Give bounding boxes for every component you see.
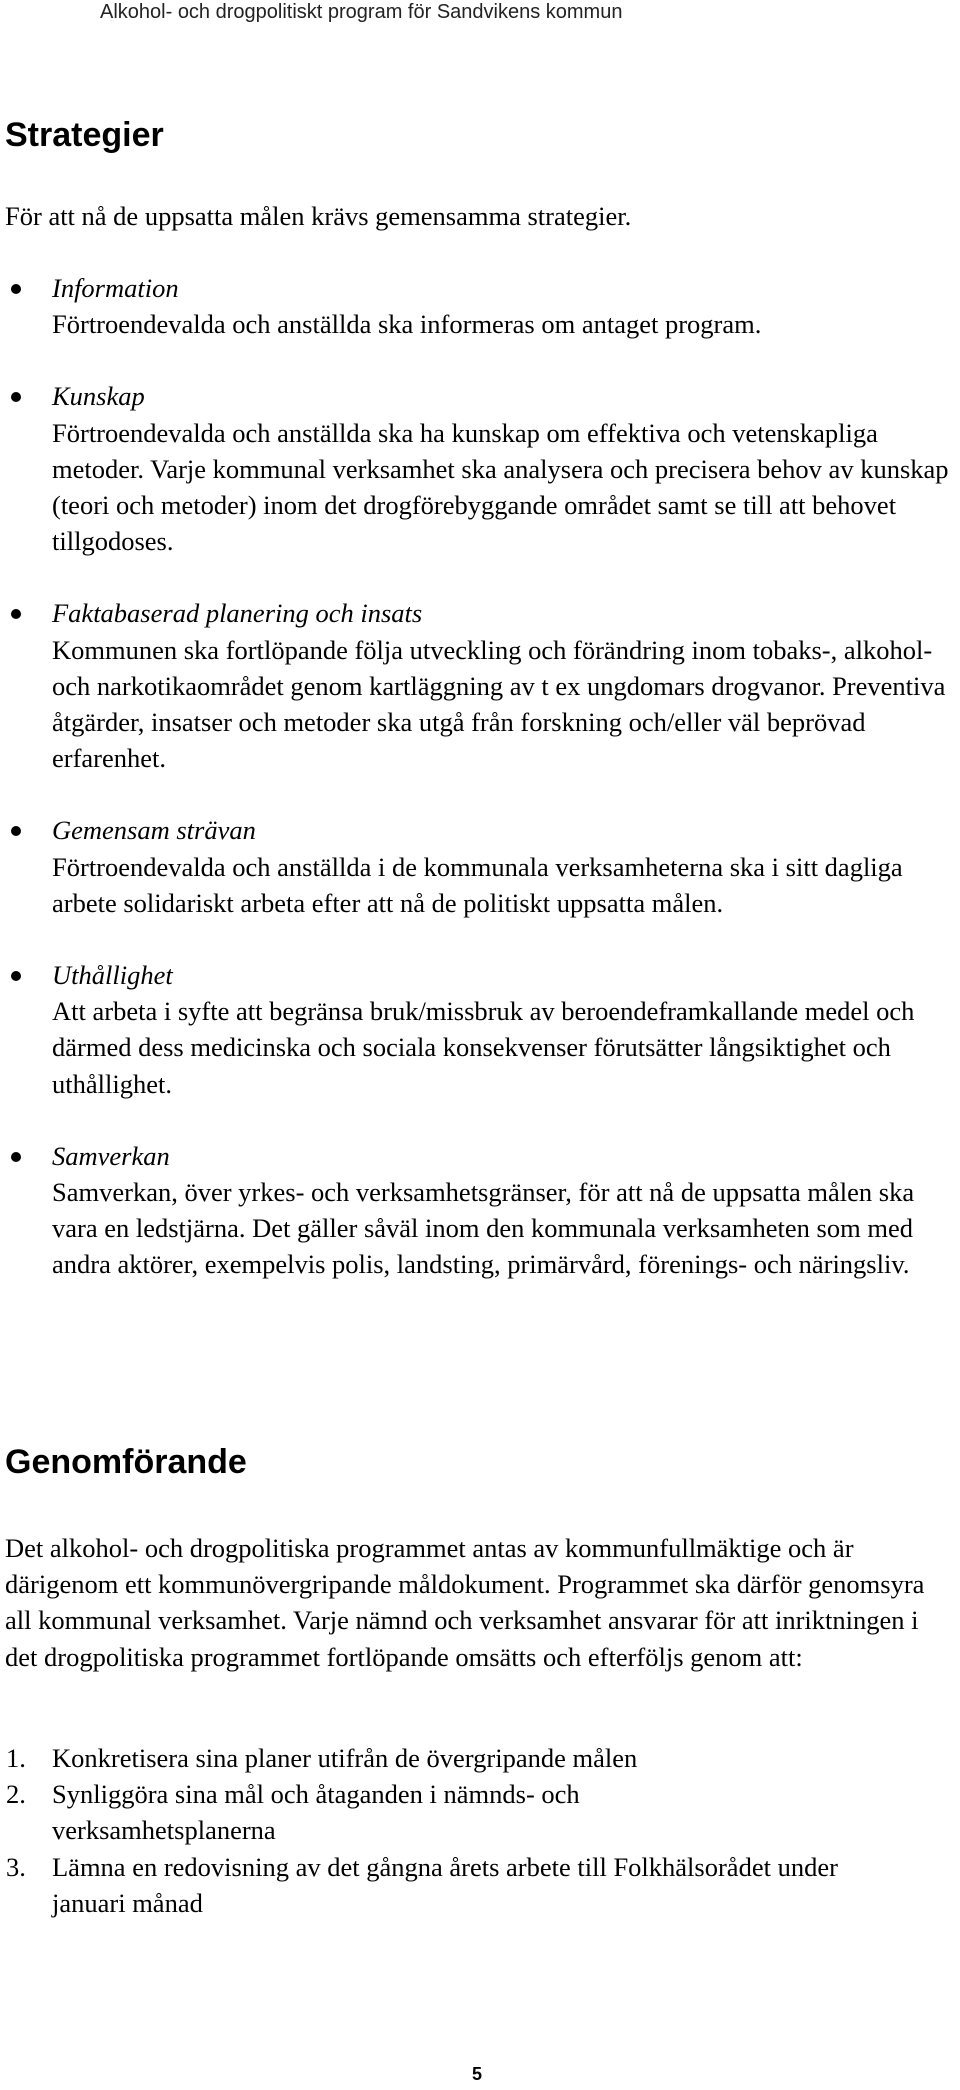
numbered-item [0, 1776, 960, 1848]
item-text: Konkretisera sina planer utifrån de övergripande målen [52, 1743, 638, 1773]
page-number: 5 [472, 2064, 483, 2084]
numbered-item [0, 1849, 960, 1921]
strategies-intro: För att nå de uppsatta målen krävs gemensamma strategier. [5, 201, 632, 231]
implementation-intro: Det alkohol- och drogpolitiska programmet antas av kommunfullmäktige och är därigenom ett kommunövergripande måldokument. Programmet ska därför genomsyra all kommunal verksamhet. Varje nämnd och verksamhet ansvarar för att inriktningen i det drogpolitiska programmet fortlöpande omsätts och efterföljs genom att: [5, 1533, 925, 1672]
implementation-steps [0, 1740, 960, 1921]
list-item [0, 812, 960, 921]
item-body: Att arbeta i syfte att begränsa bruk/missbruk av beroendeframkallande medel och därmed dess medicinska och sociala konsekvenser förutsätter långsiktighet och uthållighet. [52, 996, 915, 1099]
item-body: Kommunen ska fortlöpande följa utveckling och förändring inom tobaks-, alkohol- och narkotikaområdet genom kartläggning av t ex ungdomars drogvanor. Preventiva åtgärder, insatser och metoder ska utgå från forskning och/eller väl beprövad erfarenhet. [52, 634, 946, 774]
list-item [0, 378, 960, 559]
item-title: Information [52, 273, 179, 303]
item-body: Samverkan, över yrkes- och verksamhetsgränser, för att nå de uppsatta målen ska vara en ledstjärna. Det gäller såväl inom den kommunala verksamheten som med andra aktörer, exempelvis polis, landsting, primärvård, förenings- och näringsliv. [52, 1177, 915, 1280]
item-title: Gemensam strävan [52, 815, 256, 846]
list-item [0, 595, 960, 776]
list-item [0, 957, 960, 1102]
item-number: 3. [6, 1851, 26, 1882]
bullet-icon [11, 971, 21, 981]
item-title: Uthållighet [52, 960, 173, 991]
strategies-list [0, 270, 960, 1319]
item-body: Förtroendevalda och anställda ska informeras om antaget program. [52, 309, 762, 340]
list-item [0, 1138, 960, 1283]
implementation-heading: Genomförande [5, 1443, 247, 1481]
item-text: Synliggöra sina mål och åtaganden i nämnds- och verksamhetsplanerna [52, 1779, 580, 1846]
item-number: 2. [6, 1779, 26, 1810]
item-number: 1. [6, 1743, 26, 1773]
item-title: Kunskap [52, 381, 145, 412]
numbered-item [0, 1740, 960, 1776]
strategies-heading: Strategier [5, 116, 164, 154]
item-title: Faktabaserad planering och insats [52, 598, 423, 629]
bullet-icon [11, 609, 21, 619]
bullet-icon [11, 826, 21, 836]
list-item [0, 270, 960, 342]
item-title: Samverkan [52, 1140, 170, 1171]
bullet-icon [11, 284, 21, 294]
bullet-icon [11, 1152, 21, 1162]
item-body: Förtroendevalda och anställda i de kommunala verksamheterna ska i sitt dagliga arbete solidariskt arbeta efter att nå de politiskt uppsatta målen. [52, 851, 903, 918]
bullet-icon [11, 392, 21, 402]
item-body: Förtroendevalda och anställda ska ha kunskap om effektiva och vetenskapliga metoder. Varje kommunal verksamhet ska analysera och precisera behov av kunskap (teori och metoder) inom det drogförebyggande området samt se till att behovet tillgodoses. [52, 417, 949, 557]
running-header: Alkohol- och drogpolitiskt program för Sandvikens kommun [100, 1, 623, 23]
item-text: Lämna en redovisning av det gångna årets arbete till Folkhälsorådet under januari månad [52, 1851, 838, 1918]
